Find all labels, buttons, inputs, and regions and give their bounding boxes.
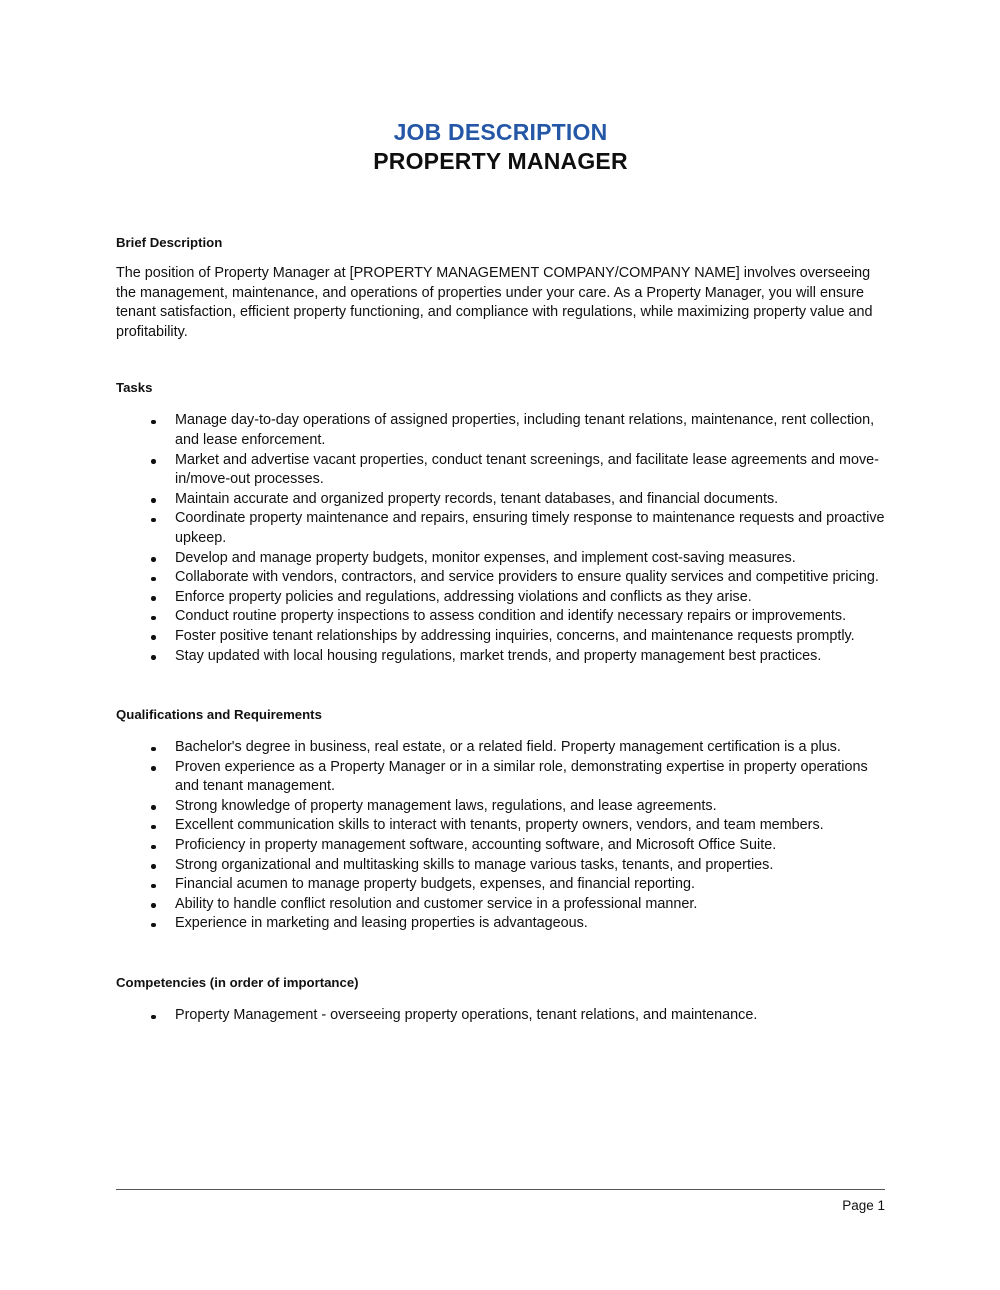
- list-item: Strong organizational and multitasking skills to manage various tasks, tenants, and properties.: [116, 856, 885, 876]
- page-footer: [116, 1189, 885, 1214]
- qualifications-list: [116, 738, 885, 934]
- list-item: Manage day-to-day operations of assigned properties, including tenant relations, maintenance, rent collection, and lease enforcement.: [116, 411, 885, 450]
- list-item: Strong knowledge of property management laws, regulations, and lease agreements.: [116, 797, 885, 817]
- page-number: Page 1: [842, 1198, 885, 1213]
- list-item: Maintain accurate and organized property records, tenant databases, and financial documents.: [116, 490, 885, 510]
- list-item: Excellent communication skills to interact with tenants, property owners, vendors, and team members.: [116, 816, 885, 836]
- page-title-primary: JOB DESCRIPTION: [393, 119, 608, 145]
- list-item: Stay updated with local housing regulations, market trends, and property management best practices.: [116, 647, 885, 667]
- competencies-list: [116, 1006, 885, 1026]
- list-item: Develop and manage property budgets, monitor expenses, and implement cost-saving measures.: [116, 549, 885, 569]
- spacer: [116, 251, 885, 264]
- section-heading-qualifications: Qualifications and Requirements: [116, 707, 322, 723]
- list-item: Ability to handle conflict resolution and customer service in a professional manner.: [116, 895, 885, 915]
- section-competencies: [116, 974, 885, 1026]
- spacer: [116, 723, 885, 738]
- section-heading-competencies: Competencies (in order of importance): [116, 975, 359, 991]
- section-tasks: [116, 379, 885, 666]
- list-item: Collaborate with vendors, contractors, and service providers to ensure quality services and competitive pricing.: [116, 568, 885, 588]
- spacer: [116, 934, 885, 974]
- document-title-block: [116, 0, 885, 176]
- list-item: Experience in marketing and leasing properties is advantageous.: [116, 914, 885, 934]
- list-item: Foster positive tenant relationships by addressing inquiries, concerns, and maintenance requests promptly.: [116, 627, 885, 647]
- spacer: [116, 396, 885, 411]
- list-item: Market and advertise vacant properties, conduct tenant screenings, and facilitate lease agreements and move-in/move-out processes.: [116, 451, 885, 490]
- list-item: Financial acumen to manage property budgets, expenses, and financial reporting.: [116, 875, 885, 895]
- list-item: Proficiency in property management software, accounting software, and Microsoft Office Suite.: [116, 836, 885, 856]
- spacer: [116, 991, 885, 1006]
- section-brief-description: [116, 234, 885, 342]
- list-item: Bachelor's degree in business, real estate, or a related field. Property management certification is a plus.: [116, 738, 885, 758]
- list-item: Enforce property policies and regulations, addressing violations and conflicts as they arise.: [116, 588, 885, 608]
- spacer: [116, 342, 885, 379]
- tasks-list: [116, 411, 885, 666]
- footer-divider: [116, 1189, 885, 1190]
- document-body: [116, 0, 885, 1026]
- list-item: Proven experience as a Property Manager or in a similar role, demonstrating expertise in property operations and tenant management.: [116, 758, 885, 797]
- list-item: Property Management - overseeing property operations, tenant relations, and maintenance.: [116, 1006, 885, 1026]
- list-item: Conduct routine property inspections to assess condition and identify necessary repairs or improvements.: [116, 607, 885, 627]
- spacer: [116, 666, 885, 706]
- page-title-secondary: PROPERTY MANAGER: [373, 148, 628, 174]
- section-qualifications: [116, 706, 885, 934]
- section-heading-tasks: Tasks: [116, 380, 153, 396]
- section-heading-brief-description: Brief Description: [116, 235, 223, 250]
- brief-description-paragraph: The position of Property Manager at [PROPERTY MANAGEMENT COMPANY/COMPANY NAME] involves overseeing the management, maintenance, and operations of properties under your care. As a Property Manager, you will ensure tenant satisfaction, efficient property functioning, and compliance with regulations, while maximizing property value and profitability.: [116, 265, 873, 340]
- list-item: Coordinate property maintenance and repairs, ensuring timely response to maintenance requests and proactive upkeep.: [116, 509, 885, 548]
- spacer: [116, 176, 885, 234]
